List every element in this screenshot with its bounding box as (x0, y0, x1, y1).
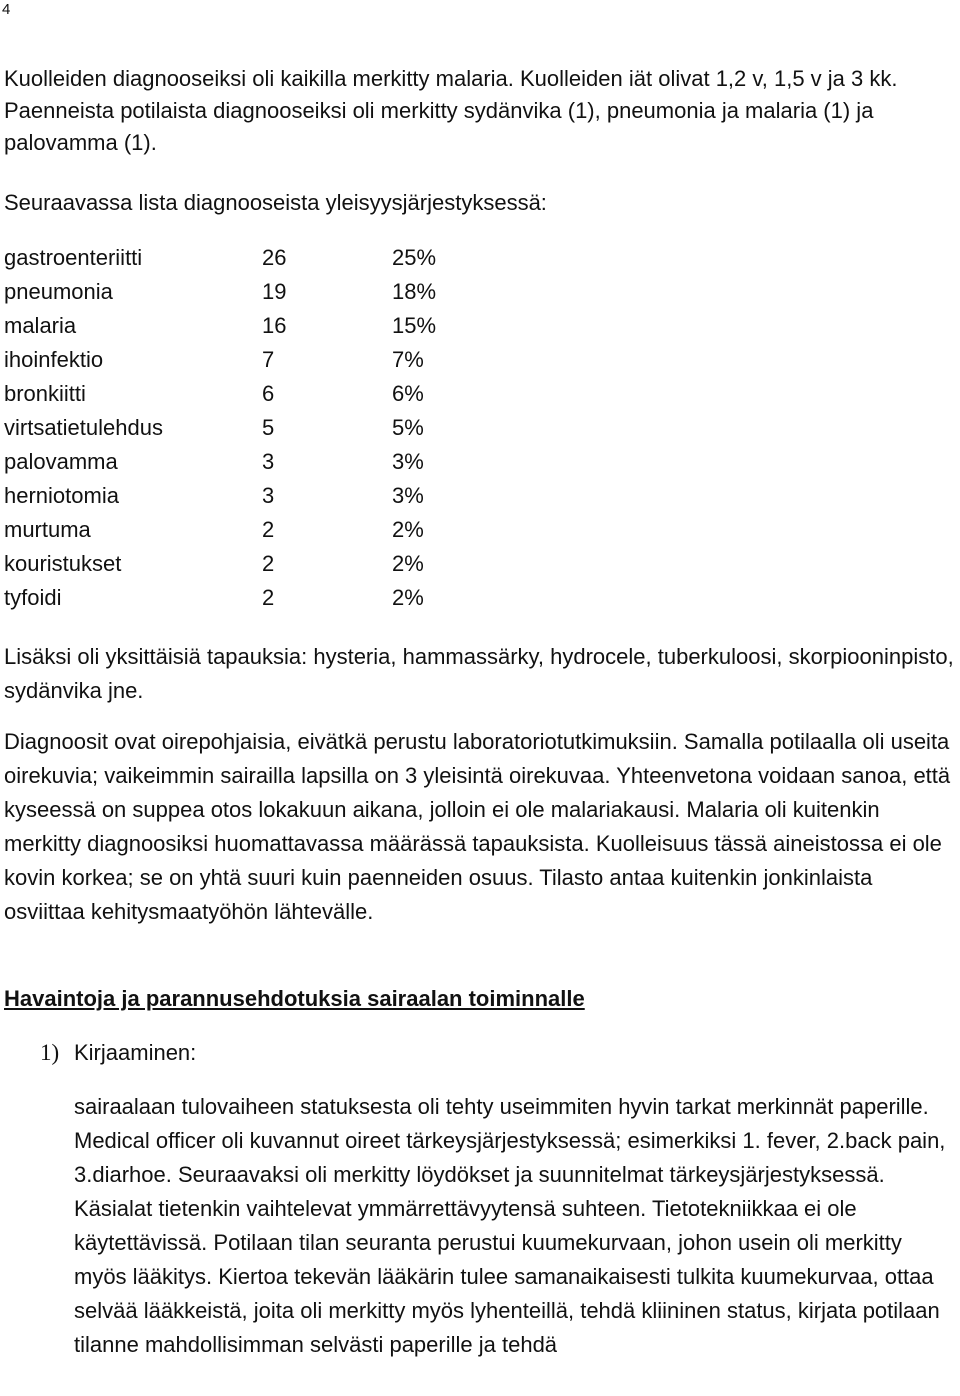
paragraph-summary: Diagnoosit ovat oirepohjaisia, eivätkä perustu laboratoriotutkimuksiin. Samalla potilaalla oli useita oirekuvia; vaikeimmin sairailla lapsilla on 3 yleisintä oirekuvaa. Yhteenvetona voidaan sanoa, että kyseessä on suppea otos lokakuun aikana, jolloin ei ole malariakausi. Malaria oli kuitenkin merkitty diagnoosiksi huomattavassa määrässä tapauksista. Kuolleisuus tässä aineistossa ei ole kovin korkea; se on yhtä suuri kuin paenneiden osuus. Tilasto antaa kuitenkin jonkinlaista osviittaa kehitysmaatyöhön lähtevälle. (4, 729, 951, 924)
diagnosis-row (4, 445, 472, 479)
diagnosis-percent: 2% (392, 517, 424, 542)
diagnosis-row (4, 479, 472, 513)
diagnosis-count: 26 (262, 245, 287, 270)
diagnosis-count: 7 (262, 347, 275, 372)
diagnosis-percent: 3% (392, 449, 424, 474)
diagnosis-count: 3 (262, 449, 275, 474)
diagnosis-count: 6 (262, 381, 275, 406)
diagnosis-percent: 2% (392, 585, 424, 610)
diagnosis-percent: 18% (392, 279, 437, 304)
diagnosis-name: herniotomia (4, 483, 119, 508)
diagnosis-count: 2 (262, 517, 275, 542)
diagnosis-percent: 7% (392, 347, 424, 372)
diagnosis-name: gastroenteriitti (4, 245, 143, 270)
diagnosis-count: 16 (262, 313, 287, 338)
diagnosis-row (4, 513, 472, 547)
diagnosis-row (4, 309, 472, 343)
diagnosis-name: kouristukset (4, 551, 122, 576)
diagnosis-name: ihoinfektio (4, 347, 104, 372)
diagnosis-percent: 25% (392, 245, 437, 270)
paragraph-documentation: sairaalaan tulovaiheen statuksesta oli tehty useimmiten hyvin tarkat merkinnät paperille. Medical officer oli kuvannut oireet tärkeysjärjestyksessä; esimerkiksi 1. fever, 2.back pain, 3.diarhoe. Seuraavaksi oli merkitty löydökset ja suunnitelmat tärkeysjärjestyksessä. Käsialat tietenkin vaihtelevat ymmärrettävyytensä suhteen. Tietotekniikkaa ei ole käytettävissä. Potilaan tilan seuranta perustui kuumekurvaan, johon usein oli merkitty myös lääkitys. Kiertoa tekevän lääkärin tulee samanaikaisesti tulkita kuumekurvaa, ottaa selvää lääkkeistä, joita oli merkitty myös lyhenteillä, tehdä kliininen status, kirjata potilaan tilanne mahdollisimman selvästi paperille ja tehdä (74, 1094, 946, 1357)
diagnosis-row (4, 343, 472, 377)
diagnosis-table (4, 241, 472, 615)
diagnosis-count: 2 (262, 585, 275, 610)
diagnosis-percent: 15% (392, 313, 437, 338)
diagnosis-name: palovamma (4, 449, 118, 474)
diagnosis-count: 5 (262, 415, 275, 440)
diagnosis-row (4, 275, 472, 309)
diagnosis-percent: 3% (392, 483, 424, 508)
paragraph-deaths: Kuolleiden diagnooseiksi oli kaikilla merkitty malaria. Kuolleiden iät olivat 1,2 v, 1,5 v ja 3 kk. Paenneista potilaista diagnooseiksi oli merkitty sydänvika (1), pneumonia ja malaria (1) ja palovamma (1). (4, 66, 898, 155)
diagnosis-name: malaria (4, 313, 77, 338)
diagnosis-count: 3 (262, 483, 275, 508)
numbered-list-item (40, 1036, 196, 1070)
diagnosis-name: virtsatietulehdus (4, 415, 163, 440)
diagnosis-name: bronkiitti (4, 381, 86, 406)
diagnosis-percent: 5% (392, 415, 424, 440)
page-number: 4 (2, 1, 11, 18)
list-number: 1) (40, 1040, 60, 1065)
diagnosis-row (4, 581, 472, 615)
diagnosis-percent: 6% (392, 381, 424, 406)
diagnosis-row (4, 377, 472, 411)
diagnosis-row (4, 241, 472, 275)
paragraph-single-cases: Lisäksi oli yksittäisiä tapauksia: hysteria, hammassärky, hydrocele, tuberkuloosi, skorpiooninpisto, sydänvika jne. (4, 644, 954, 703)
list-label: Kirjaaminen: (74, 1040, 197, 1065)
diagnosis-row (4, 547, 472, 581)
diagnosis-percent: 2% (392, 551, 424, 576)
diagnosis-count: 19 (262, 279, 287, 304)
section-heading: Havaintoja ja parannusehdotuksia sairaalan toiminnalle (4, 986, 585, 1011)
diagnosis-list-intro: Seuraavassa lista diagnooseista yleisyysjärjestyksessä: (4, 190, 547, 215)
diagnosis-name: murtuma (4, 517, 91, 542)
diagnosis-row (4, 411, 472, 445)
diagnosis-count: 2 (262, 551, 275, 576)
diagnosis-name: pneumonia (4, 279, 113, 304)
diagnosis-name: tyfoidi (4, 585, 62, 610)
